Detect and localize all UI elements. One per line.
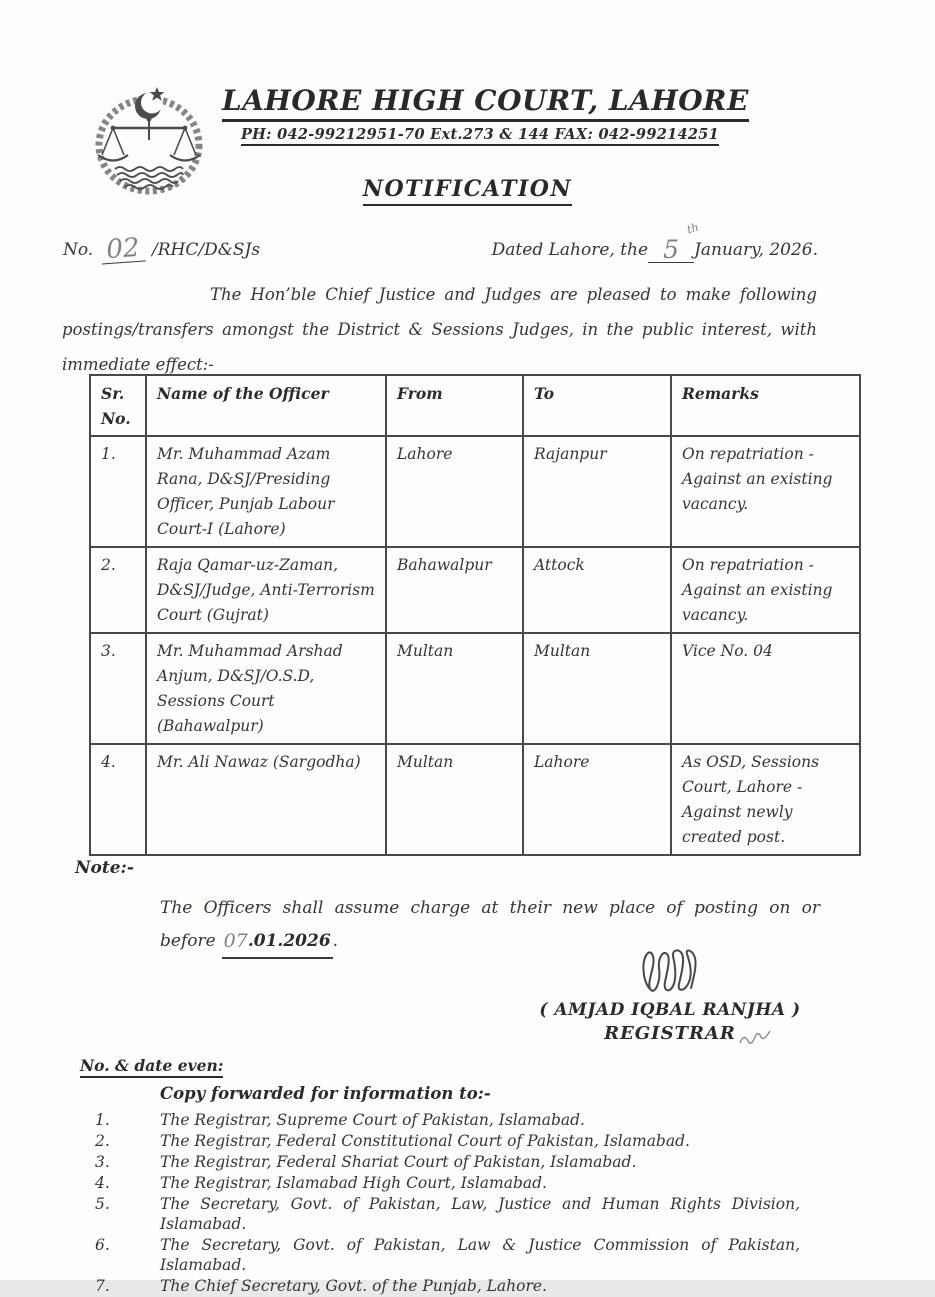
cell-officer-name: Raja Qamar-uz-Zaman, D&SJ/Judge, Anti-Terrorism Court (Gujrat) bbox=[146, 547, 386, 633]
note-label: Note:- bbox=[75, 858, 134, 878]
item-text: The Registrar, Islamabad High Court, Islamabad. bbox=[160, 1174, 547, 1192]
table-row bbox=[90, 744, 860, 855]
cell-to: Multan bbox=[523, 633, 671, 744]
date-line bbox=[491, 220, 818, 264]
signature-scrawl-icon bbox=[635, 942, 707, 998]
item-number: 5. bbox=[95, 1195, 110, 1213]
cell-officer-name: Mr. Muhammad Arshad Anjum, D&SJ/O.S.D, Sessions Court (Bahawalpur) bbox=[146, 633, 386, 744]
item-number: 2. bbox=[95, 1132, 110, 1150]
col-header-from: From bbox=[386, 375, 523, 436]
item-number: 6. bbox=[95, 1236, 110, 1254]
list-item bbox=[95, 1173, 800, 1193]
notification-heading: NOTIFICATION bbox=[363, 176, 572, 206]
col-header-remarks: Remarks bbox=[671, 375, 860, 436]
item-text: The Secretary, Govt. of Pakistan, Law, Justice and Human Rights Division, Islamabad. bbox=[160, 1195, 800, 1233]
cell-officer-name: Mr. Muhammad Azam Rana, D&SJ/Presiding Officer, Punjab Labour Court-I (Lahore) bbox=[146, 436, 386, 547]
date-day-value: 5 bbox=[663, 235, 680, 264]
phone-fax-line: PH: 042-99212951-70 Ext.273 & 144 FAX: 042-99214251 bbox=[241, 126, 719, 146]
cell-remarks: On repatriation - Against an existing vacancy. bbox=[671, 436, 860, 547]
registrar-name: ( AMJAD IQBAL RANJHA ) bbox=[539, 1000, 801, 1020]
note-date bbox=[222, 924, 333, 959]
cell-to: Attock bbox=[523, 547, 671, 633]
postings-table bbox=[89, 374, 861, 856]
note-date-typed: .01.2026 bbox=[247, 931, 331, 951]
registrar-title-text: REGISTRAR bbox=[604, 1023, 736, 1044]
table-row bbox=[90, 633, 860, 744]
note-period: . bbox=[332, 931, 339, 951]
item-text: The Registrar, Supreme Court of Pakistan, Islamabad. bbox=[160, 1111, 585, 1129]
date-rest: January, 2026. bbox=[694, 240, 818, 260]
reference-number bbox=[63, 232, 261, 266]
cell-sr: 4. bbox=[90, 744, 146, 855]
initials-scrawl-icon bbox=[738, 1029, 772, 1049]
note-date-handwritten: 07 bbox=[223, 930, 248, 952]
cell-remarks: As OSD, Sessions Court, Lahore - Against newly created post. bbox=[671, 744, 860, 855]
page-title: LAHORE HIGH COURT, LAHORE bbox=[222, 84, 749, 122]
table-header-row bbox=[90, 375, 860, 436]
reference-row bbox=[63, 220, 818, 266]
ref-no-handwritten: 02 bbox=[100, 234, 146, 264]
col-header-to: To bbox=[523, 375, 671, 436]
table-row bbox=[90, 547, 860, 633]
item-number: 1. bbox=[95, 1111, 110, 1129]
distribution-ref-line: No. & date even: bbox=[80, 1056, 223, 1078]
cell-remarks: Vice No. 04 bbox=[671, 633, 860, 744]
header-block bbox=[222, 84, 749, 146]
cell-from: Bahawalpur bbox=[386, 547, 523, 633]
table-row bbox=[90, 436, 860, 547]
item-text: The Chief Secretary, Govt. of the Punjab, Lahore. bbox=[160, 1277, 547, 1295]
date-day-handwritten bbox=[648, 220, 700, 264]
cell-sr: 3. bbox=[90, 633, 146, 744]
cell-to: Lahore bbox=[523, 744, 671, 855]
cell-remarks: On repatriation - Against an existing vacancy. bbox=[671, 547, 860, 633]
cell-to: Rajanpur bbox=[523, 436, 671, 547]
list-item bbox=[95, 1235, 800, 1275]
cell-from: Lahore bbox=[386, 436, 523, 547]
item-text: The Secretary, Govt. of Pakistan, Law & Justice Commission of Pakistan, Islamabad. bbox=[160, 1236, 800, 1274]
cell-officer-name: Mr. Ali Nawaz (Sargodha) bbox=[146, 744, 386, 855]
list-item bbox=[95, 1131, 800, 1151]
ref-no-label: No. bbox=[63, 240, 94, 260]
signature-block bbox=[520, 942, 820, 1044]
cell-sr: 1. bbox=[90, 436, 146, 547]
body-paragraph: The Hon’ble Chief Justice and Judges are pleased to make following postings/transfers amongst the District & Sessions Judges, in the public interest, with immediate effect:- bbox=[62, 285, 817, 374]
list-item bbox=[95, 1110, 800, 1130]
date-day-ordinal: th bbox=[684, 220, 700, 237]
list-item bbox=[95, 1276, 800, 1296]
distribution-list bbox=[95, 1110, 800, 1297]
item-text: The Registrar, Federal Constitutional Court of Pakistan, Islamabad. bbox=[160, 1132, 690, 1150]
item-number: 7. bbox=[95, 1277, 110, 1295]
cell-sr: 2. bbox=[90, 547, 146, 633]
date-prefix: Dated Lahore, the bbox=[491, 240, 649, 260]
distribution-heading: Copy forwarded for information to:- bbox=[160, 1084, 491, 1103]
col-header-name: Name of the Officer bbox=[146, 375, 386, 436]
list-item bbox=[95, 1194, 800, 1234]
note-line-1: The Officers shall assume charge at their new place of posting on or bbox=[160, 898, 820, 918]
registrar-title bbox=[520, 1023, 820, 1044]
item-number: 3. bbox=[95, 1153, 110, 1171]
item-text: The Registrar, Federal Shariat Court of Pakistan, Islamabad. bbox=[160, 1153, 637, 1171]
col-header-sr-no: Sr. No. bbox=[90, 375, 146, 436]
note-before: before bbox=[160, 931, 216, 951]
list-item bbox=[95, 1152, 800, 1172]
item-number: 4. bbox=[95, 1174, 110, 1192]
cell-from: Multan bbox=[386, 633, 523, 744]
notification-heading-wrap bbox=[0, 176, 935, 206]
ref-no-suffix: /RHC/D&SJs bbox=[152, 240, 261, 260]
cell-from: Multan bbox=[386, 744, 523, 855]
